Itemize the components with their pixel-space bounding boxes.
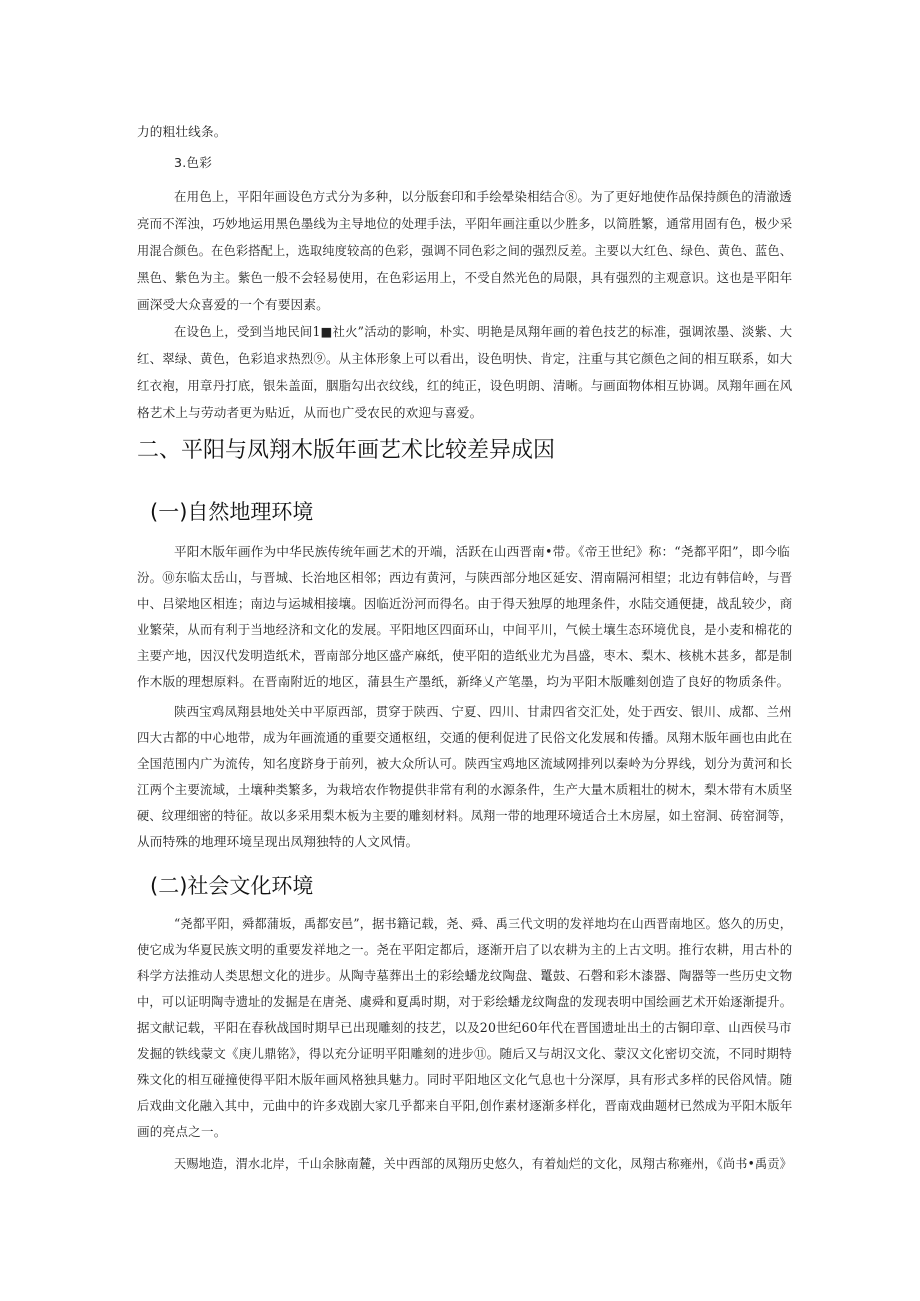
paragraph-line: 陕西宝鸡凤翔县地处关中平原西部，贯穿于陕西、宁夏、四川、甘肃四省交汇处，处于西安、银川、成都、兰州 (174, 704, 792, 719)
paragraph-line: 作木版的理想原料。在晋南附近的地区，蒲县生产墨纸，新绛乂产笔墨，均为平阳木版雕刻创造了良好的物质条件。 (137, 674, 790, 689)
section-heading: 二、平阳与凤翔木版年画艺术比较差异成因 (137, 438, 556, 463)
intro-tail: 力的粗壮线条。 (137, 124, 227, 139)
paragraph-line: 发掘的铁线蒙文《庚儿鼎铭》，得以充分证明平阳雕刻的进步⑪。随后又与胡汉文化、蒙汉文化密切交流，不同时期特 (137, 1046, 792, 1061)
paragraph-line: 在设色上，受到当地民间1■社火”活动的影响，朴实、明艳是凤翔年画的着色技艺的标准，强调浓墨、淡紫、大 (174, 324, 793, 339)
paragraph-line: 业繁荣，从而有利于当地经济和文化的发展。平阳地区四面环山，中间平川，气候土壤生态环境优良，是小麦和棉花的 (137, 622, 793, 637)
subsection-heading-geography: (一)自然地理环境 (150, 500, 314, 524)
paragraph-line: 四大古都的中心地带，成为年画流通的重要交通枢纽，交通的便利促进了民俗文化发展和传播。凤翔木版年画也由此在 (137, 730, 793, 745)
subsection-heading-culture: (二)社会文化环境 (150, 874, 314, 898)
paragraph-line: 据文献记载，平阳在春秋战国时期早已出现雕刻的技艺，以及20世纪60年代在晋国遗址出土的古铜印章、山西侯马市 (137, 1020, 792, 1035)
paragraph-line: 全国范围内广为流传，知名度跻身于前列，被大众所认可。陕西宝鸡地区流域网排列以秦岭为分界线，划分为黄河和长 (137, 756, 793, 771)
paragraph-line: 格艺术上与劳动者更为贴近，从而也广受农民的欢迎与喜爱。 (137, 405, 483, 420)
paragraph-line: 硬、纹理细密的特征。故以多采用梨木板为主要的雕刻材料。凤翔一带的地理环境适合土木房屋，如土窑洞、砖窑洞等， (137, 808, 793, 823)
paragraph-line: 后戏曲文化融入其中，元曲中的许多戏剧大家几乎都来自平阳,创作素材逐渐多样化，晋南戏曲题材已然成为平阳木版年 (137, 1098, 793, 1113)
paragraph-line: 天赐地造，渭水北岸，千山余脉南麓，关中西部的凤翔历史悠久，有着灿烂的文化，凤翔古称雍州，《尚书•禹贡》 (174, 1156, 793, 1171)
paragraph-line: 红衣袍，用章丹打底，银朱盖面，胭脂勾出衣纹线，红的纯正，设色明朗、清晰。与画面物体相互协调。凤翔年画在风 (137, 378, 793, 393)
paragraph-line: 殊文化的相互碰撞使得平阳木版年画风格独具魅力。同时平阳地区文化气息也十分深厚，具有形式多样的民俗风情。随 (137, 1072, 793, 1087)
paragraph-line: 汾。⑩东临太岳山，与晋城、长治地区相邻；西边有黄河，与陕西部分地区延安、渭南隔河相望；北边有韩信岭，与晋 (137, 570, 793, 585)
paragraph-line: 红、翠绿、黄色，色彩追求热烈⑨。从主体形象上可以看出，设色明快、肯定，注重与其它颜色之间的相互联系，如大 (137, 351, 793, 366)
paragraph-line: 平阳木版年画作为中华民族传统年画艺术的开端，活跃在山西晋南•带。《帝王世纪》称：“尧都平阳”，即今临 (174, 544, 790, 559)
paragraph-line: 亮而不浑浊，巧妙地运用黑色墨线为主导地位的处理手法，平阳年画注重以少胜多，以简胜繁，通常用固有色，极少采 (137, 216, 793, 231)
paragraph-line: 在用色上，平阳年画设色方式分为多种，以分版套印和手绘晕染相结合⑧。为了更好地使作品保持颜色的清澈透 (174, 189, 792, 204)
paragraph-line: 中，可以证明陶寺遗址的发掘是在唐尧、虞舜和夏禹时期，对于彩绘蟠龙纹陶盘的发现表明中国绘画艺术开始逐渐提升。 (137, 994, 793, 1009)
paragraph-line: 中、吕梁地区相连；南边与运城相接壤。因临近汾河而得名。由于得天独厚的地理条件，水陆交通便捷，战乱较少，商 (137, 596, 793, 611)
paragraph-line: 画深受大众喜爱的一个有要因素。 (137, 297, 329, 312)
paragraph-line: 用混合颜色。在色彩搭配上，选取纯度较高的色彩，强调不同色彩之间的强烈反差。主要以大红色、绿色、黄色、蓝色、 (137, 243, 793, 258)
paragraph-line: 江两个主要流域，土壤种类繁多，为栽培农作物提供非常有利的水源条件，生产大量木质粗壮的树木，梨木带有木质坚 (137, 782, 793, 797)
paragraph-line: 使它成为华夏民族文明的重要发祥地之一。尧在平阳定都后，逐渐开启了以农耕为主的上古文明。推行农耕，用古朴的 (137, 942, 793, 957)
paragraph-line: 黑色、紫色为主。紫色一般不会轻易使用，在色彩运用上，不受自然光色的局限，具有强烈的主观意识。这也是平阳年 (137, 270, 793, 285)
paragraph-line: “尧都平阳，舜都蒲坂，禹都安邑”，据书籍记载，尧、舜、禹三代文明的发祥地均在山西晋南地区。悠久的历史， (174, 916, 793, 931)
paragraph-line: 主要产地，因汉代发明造纸术，晋南部分地区盛产麻纸，使平阳的造纸业尤为昌盛，枣木、梨木、核桃木甚多，都是制 (137, 648, 793, 663)
paragraph-line: 画的亮点之一。 (137, 1124, 227, 1139)
paragraph-line: 从而特殊的地理环境呈现出凤翔独特的人文风情。 (137, 834, 419, 849)
paragraph-line: 科学方法推动人类思想文化的进步。从陶寺墓葬出土的彩绘蟠龙纹陶盘、鼍鼓、石磬和彩木漆器、陶器等一些历史文物 (137, 968, 793, 983)
subsection-title-color: 3.色彩 (174, 155, 213, 170)
